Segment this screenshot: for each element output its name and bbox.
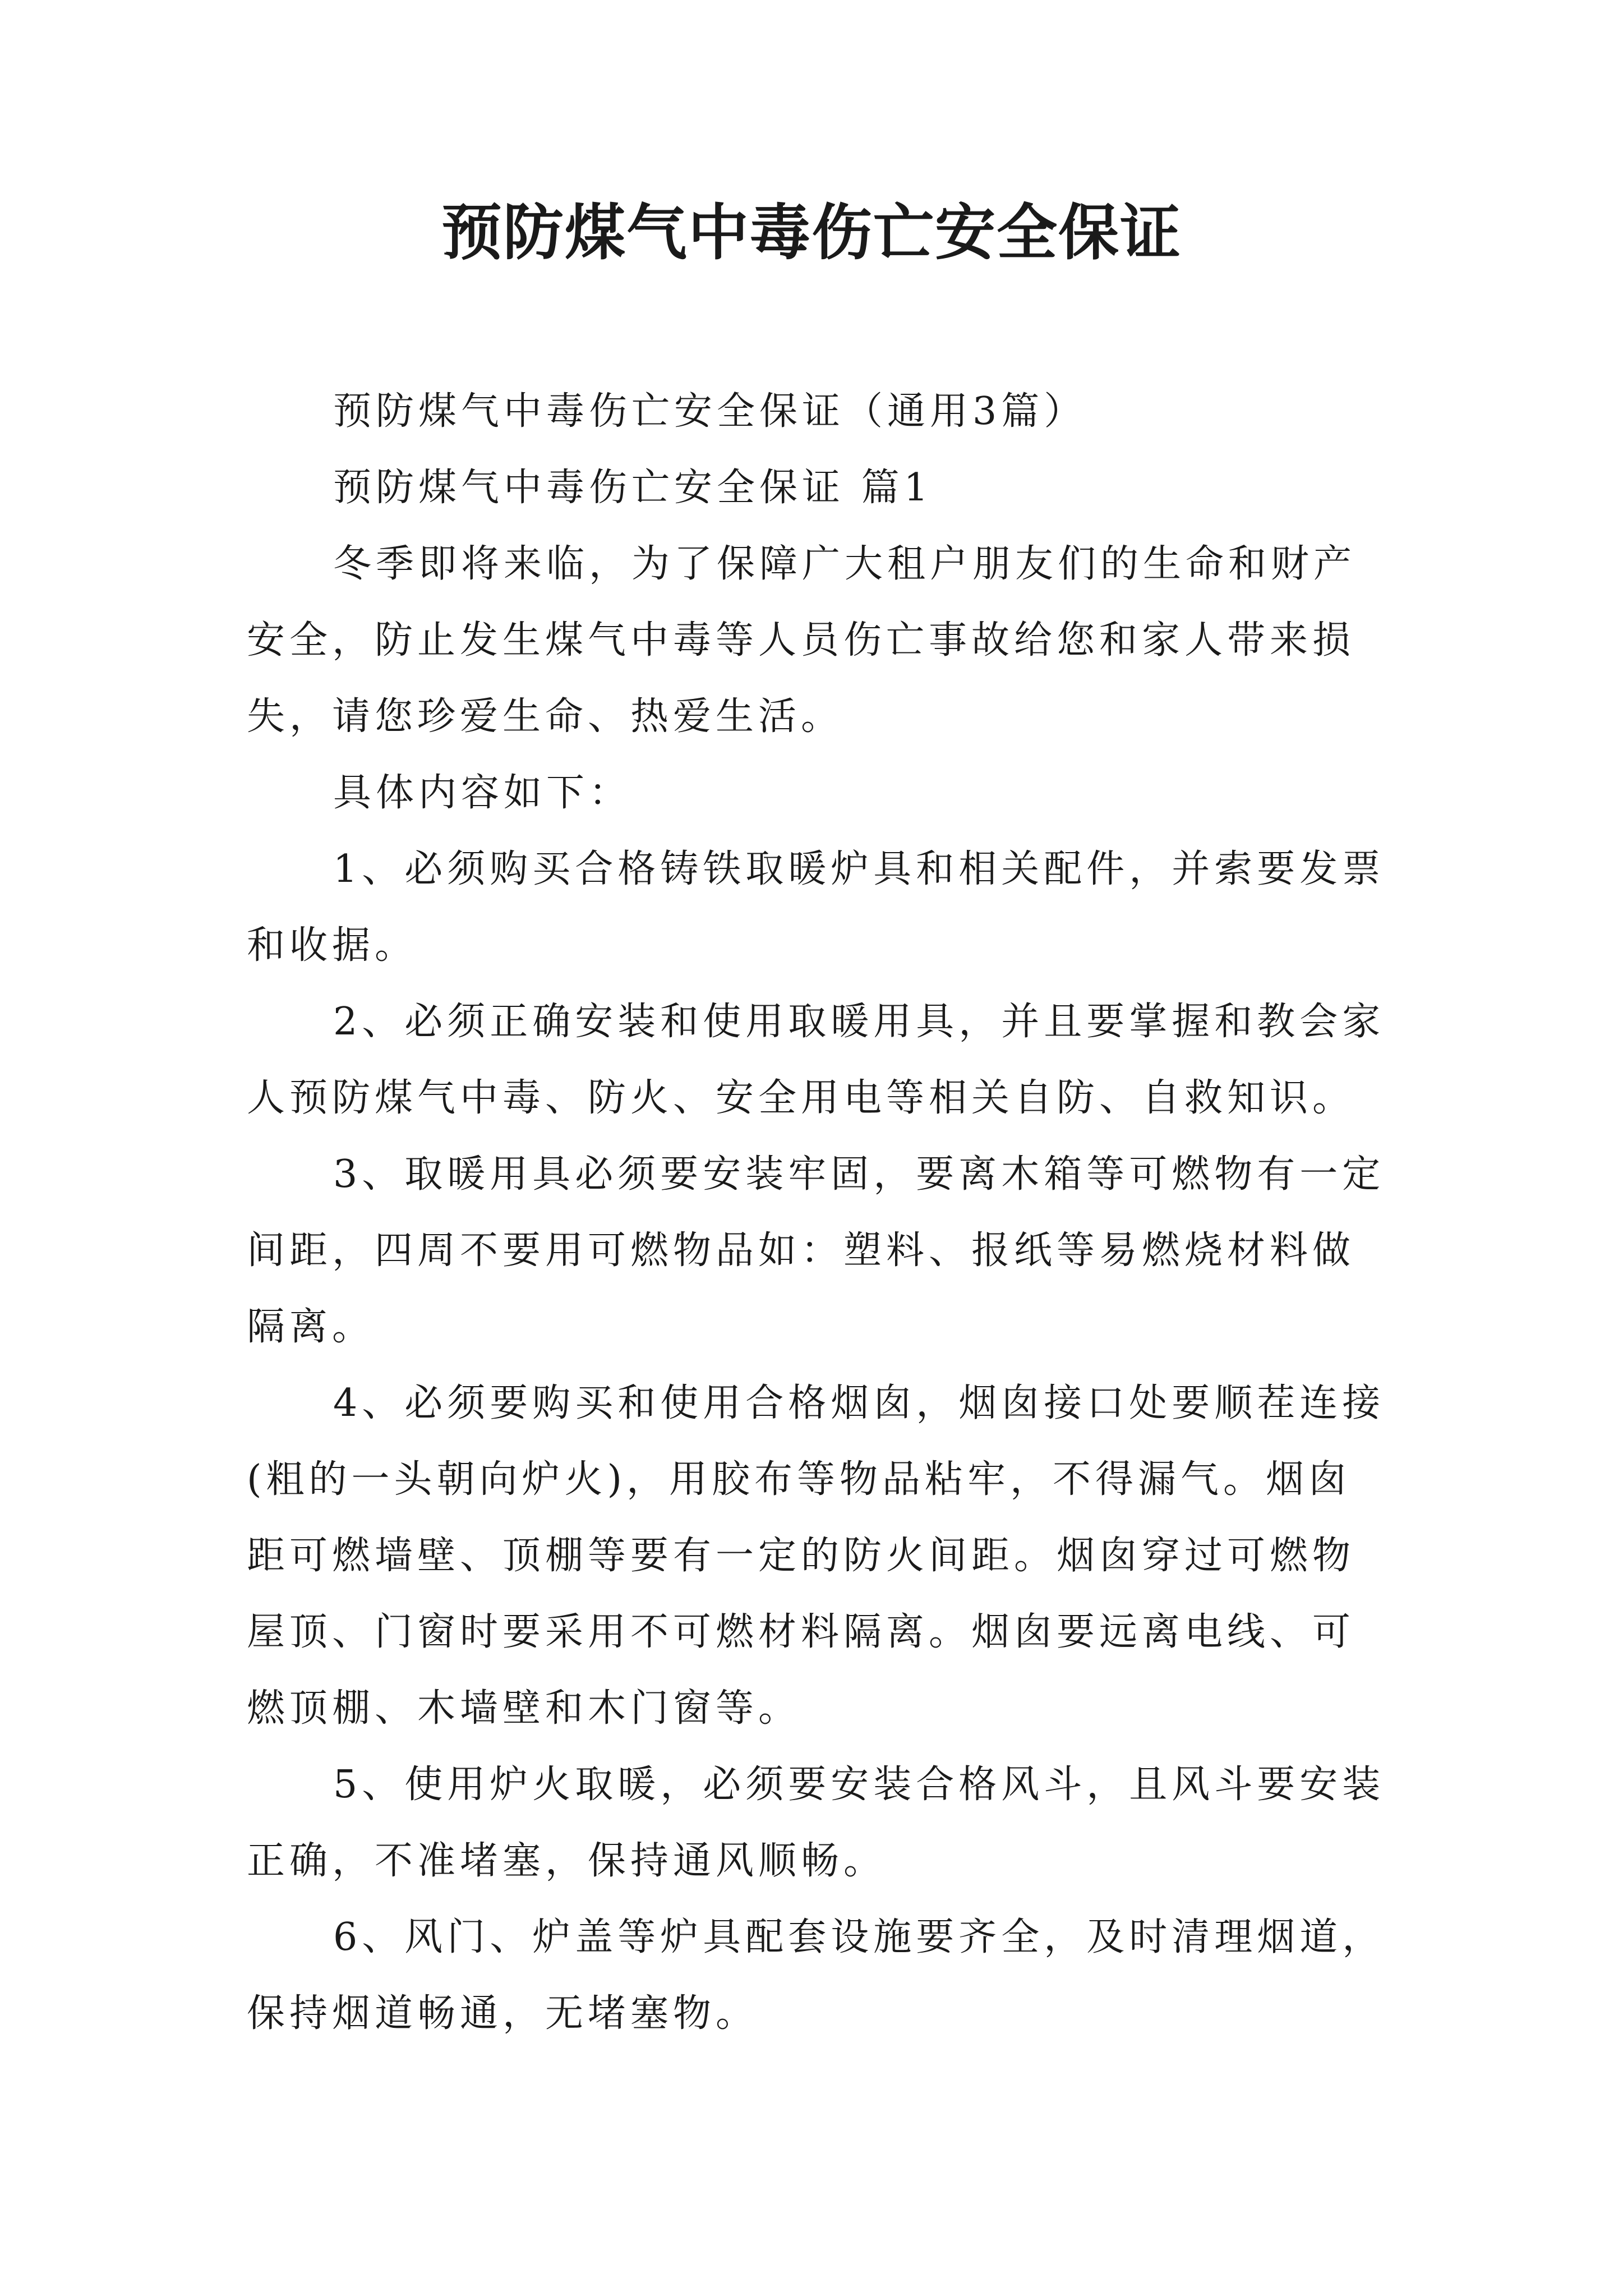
intro-paragraph: 冬季即将来临，为了保障广大租户朋友们的生命和财产安全，防止发生煤气中毒等人员伤亡事故给您和家人带来损失，请您珍爱生命、热爱生活。	[247, 542, 1357, 739]
item-paragraph-2: 2、必须正确安装和使用取暖用具，并且要掌握和教会家人预防煤气中毒、防火、安全用电等相关自防、自救知识。	[247, 1000, 1385, 1120]
item-paragraph-1: 1、必须购买合格铸铁取暖炉具和相关配件，并索要发票和收据。	[247, 847, 1385, 968]
item-paragraph-5: 5、使用炉火取暖，必须要安装合格风斗，且风斗要安装正确，不准堵塞，保持通风顺畅。	[247, 1763, 1385, 1883]
subtitle-paragraph: 预防煤气中毒伤亡安全保证（通用3篇）	[333, 389, 1087, 434]
content-lead-paragraph: 具体内容如下：	[333, 771, 632, 815]
item-paragraph-3: 3、取暖用具必须要安装牢固，要离木箱等可燃物有一定间距，四周不要用可燃物品如：塑料、报纸等易燃烧材料做隔离。	[247, 1152, 1385, 1349]
document-title: 预防煤气中毒伤亡安全保证	[441, 197, 1182, 268]
section-heading: 预防煤气中毒伤亡安全保证 篇1	[333, 466, 933, 510]
item-paragraph-4: 4、必须要购买和使用合格烟囱，烟囱接口处要顺茬连接(粗的一头朝向炉火)，用胶布等物品粘牢，不得漏气。烟囱距可燃墙壁、顶棚等要有一定的防火间距。烟囱穿过可燃物屋顶、门窗时要采用不可燃材料隔离。烟囱要远离电线、可燃顶棚、木墙壁和木门窗等。	[247, 1381, 1385, 1731]
item-paragraph-6: 6、风门、炉盖等炉具配套设施要齐全，及时清理烟道，保持烟道畅通，无堵塞物。	[247, 1915, 1385, 2036]
document-body	[247, 374, 1391, 2052]
